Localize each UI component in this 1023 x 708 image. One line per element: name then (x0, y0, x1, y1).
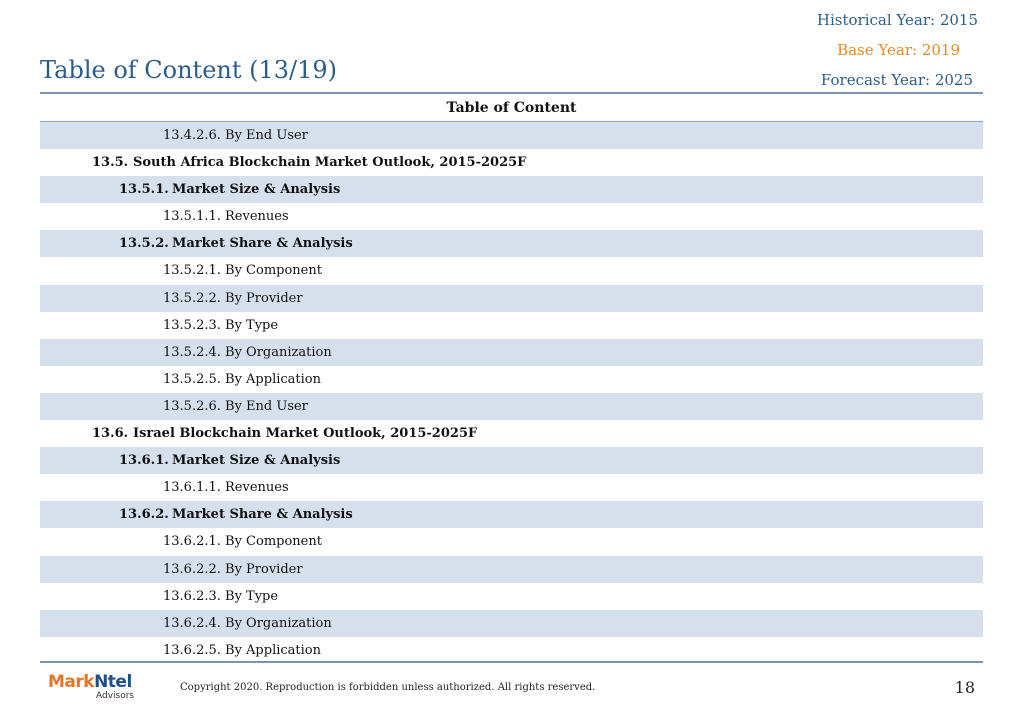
toc-entry (40, 528, 983, 555)
toc-entry (40, 474, 983, 501)
toc-entry-text: 13.6.2.4. By Organization (163, 615, 332, 631)
footer-divider (40, 661, 983, 663)
toc-entry (40, 203, 983, 230)
toc-entry (40, 420, 983, 447)
logo-text-mark: Mark (48, 672, 95, 692)
toc-entry (40, 176, 983, 203)
table-of-content (40, 95, 983, 664)
toc-entry (40, 366, 983, 393)
toc-entry-text: Market Share & Analysis (172, 507, 353, 523)
toc-entry-text: 13.5.1.1. Revenues (163, 209, 289, 225)
toc-entry (40, 393, 983, 420)
toc-entry (40, 149, 983, 176)
toc-entry (40, 285, 983, 312)
toc-entry-text: 13.6.2.2. By Provider (163, 561, 303, 577)
toc-entry-text: 13.5.2.6. By End User (163, 398, 308, 414)
toc-entry-text: 13.5.2.1. By Component (163, 263, 322, 279)
toc-entry (40, 583, 983, 610)
toc-entry (40, 447, 983, 474)
toc-entry (40, 339, 983, 366)
base-year: Base Year: 2019 (837, 41, 960, 59)
toc-entry-text: 13.5.2.3. By Type (163, 317, 279, 333)
toc-entry-number: 13.5.1. (119, 182, 169, 198)
logo-text-ntel: Ntel (94, 672, 132, 692)
toc-entry-text: 13.4.2.6. By End User (163, 128, 308, 143)
toc-entry (40, 312, 983, 339)
logo-subtext: Advisors (96, 691, 135, 701)
toc-entry (40, 501, 983, 528)
toc-entry-text: 13.5.2.2. By Provider (163, 290, 303, 306)
toc-entry-text: 13.6.1.1. Revenues (163, 480, 289, 496)
header-divider (40, 92, 983, 94)
toc-rows (40, 122, 983, 664)
toc-entry-text: Israel Blockchain Market Outlook, 2015-2025F (133, 426, 478, 442)
toc-entry (40, 610, 983, 637)
toc-entry-text: Market Size & Analysis (172, 182, 341, 198)
historical-year: Historical Year: 2015 (816, 11, 978, 29)
toc-entry-text: 13.5.2.5. By Application (163, 371, 322, 387)
toc-entry-text: South Africa Blockchain Market Outlook, 2015-2025F (133, 155, 527, 171)
toc-entry-text: 13.6.2.3. By Type (163, 588, 279, 604)
toc-entry (40, 230, 983, 257)
toc-header: Table of Content (40, 95, 983, 122)
toc-entry-text: Market Size & Analysis (172, 453, 341, 469)
toc-entry-number: 13.6.1. (119, 453, 169, 469)
page-title: Table of Content (13/19) (40, 56, 338, 84)
toc-entry-number: 13.5.2. (119, 236, 169, 252)
toc-entry (40, 257, 983, 284)
toc-entry-text: 13.6.2.5. By Application (163, 642, 322, 658)
toc-entry-text: 13.6.2.1. By Component (163, 534, 322, 550)
page-number: 18 (954, 678, 975, 697)
forecast-year: Forecast Year: 2025 (820, 71, 973, 89)
markntel-logo (48, 673, 138, 703)
toc-entry-number: 13.6. (92, 426, 129, 442)
toc-entry (40, 122, 983, 149)
toc-entry-number: 13.5. (92, 155, 129, 171)
toc-entry (40, 637, 983, 664)
copyright-notice: Copyright 2020. Reproduction is forbidden unless authorized. All rights reserved. (180, 682, 596, 693)
toc-entry-text: Market Share & Analysis (172, 236, 353, 252)
toc-entry-number: 13.6.2. (119, 507, 169, 523)
toc-entry (40, 556, 983, 583)
toc-entry-text: 13.5.2.4. By Organization (163, 344, 332, 360)
